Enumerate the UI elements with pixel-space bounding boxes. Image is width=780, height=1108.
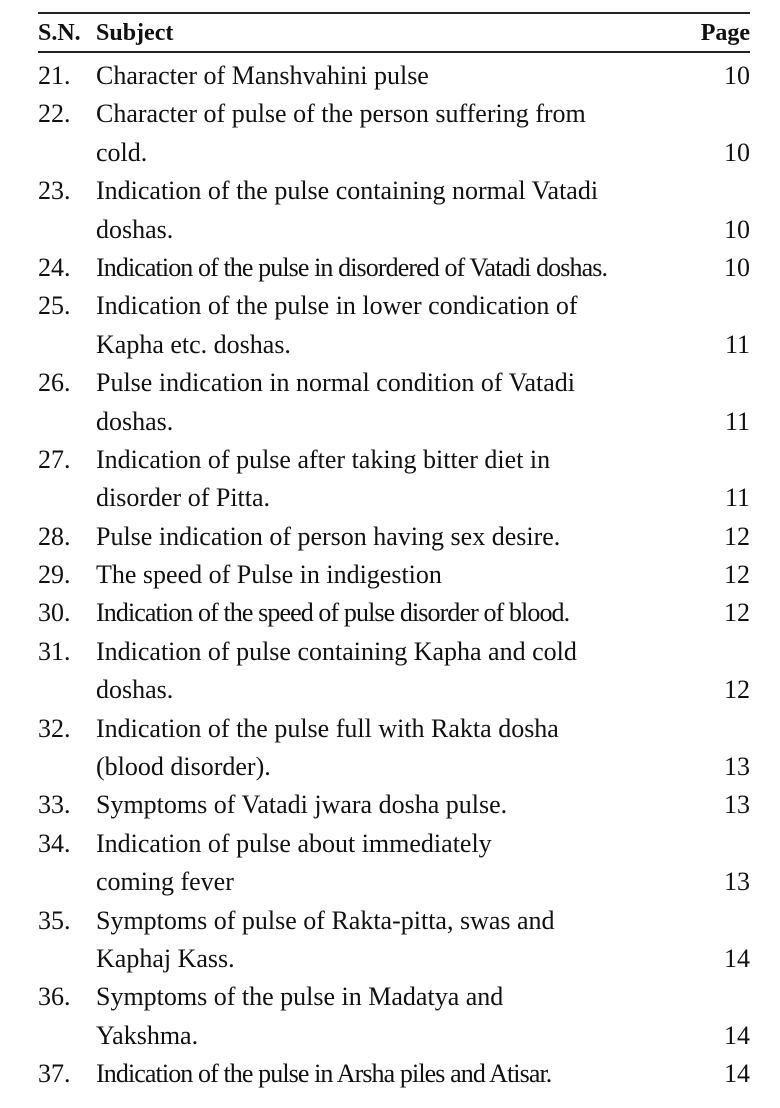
row-line [0, 671, 780, 709]
table-row [0, 518, 780, 556]
row-line [0, 364, 780, 402]
subject-text: Symptoms of Vatadi jwara dosha pulse. [96, 790, 508, 820]
table-row [0, 978, 780, 1055]
header-subject: Subject [96, 20, 174, 46]
page-number: 12 [724, 521, 750, 551]
row-line [0, 940, 780, 978]
table-row [0, 633, 780, 710]
table-row [0, 364, 780, 441]
serial-number: 22. [38, 99, 71, 129]
row-line [0, 825, 780, 863]
subject-text: Indication of pulse containing Kapha and cold [96, 636, 577, 666]
serial-number: 23. [38, 176, 71, 206]
row-line [0, 902, 780, 940]
table-row [0, 57, 780, 95]
subject-text: Indication of pulse after taking bitter diet in [96, 444, 551, 474]
subject-text: (blood disorder). [96, 752, 271, 782]
table-row [0, 825, 780, 902]
row-line [0, 633, 780, 671]
serial-number: 35. [38, 905, 71, 935]
subject-text: coming fever [96, 867, 234, 897]
contents-table [0, 57, 780, 1094]
serial-number: 28. [38, 521, 71, 551]
subject-text: Yakshma. [96, 1020, 199, 1050]
page-number: 10 [724, 61, 750, 90]
header-page: Page [700, 20, 750, 46]
page-number: 10 [724, 137, 750, 167]
subject-text: Character of pulse of the person suffering from [96, 99, 586, 129]
subject-text: doshas. [96, 675, 174, 705]
page-number: 10 [724, 214, 750, 244]
row-line [0, 134, 780, 172]
page-number: 13 [724, 867, 750, 897]
subject-text: Indication of the pulse containing normal Vatadi [96, 176, 599, 206]
subject-text: Indication of the pulse in Arsha piles and Atisar. [96, 1059, 552, 1089]
table-row [0, 172, 780, 249]
table-row [0, 594, 780, 632]
row-line [0, 287, 780, 325]
table-row [0, 786, 780, 824]
subject-text: Indication of pulse about immediately [96, 828, 492, 858]
serial-number: 21. [38, 61, 71, 90]
serial-number: 24. [38, 252, 71, 282]
table-row [0, 95, 780, 172]
header-sn: S.N. [38, 20, 81, 46]
row-line [0, 518, 780, 556]
page-number: 14 [724, 1059, 750, 1089]
row-line [0, 556, 780, 594]
row-line [0, 594, 780, 632]
subject-text: Kapha etc. doshas. [96, 329, 291, 359]
subject-text: cold. [96, 137, 148, 167]
page-number: 14 [724, 943, 750, 973]
row-line [0, 57, 780, 95]
row-line [0, 786, 780, 824]
subject-text: Symptoms of pulse of Rakta-pitta, swas and [96, 905, 555, 935]
row-line [0, 441, 780, 479]
subject-text: Symptoms of the pulse in Madatya and [96, 982, 504, 1012]
serial-number: 30. [38, 598, 71, 628]
page-number: 13 [724, 790, 750, 820]
subject-text: The speed of Pulse in indigestion [96, 560, 442, 590]
header-rule [38, 51, 750, 53]
subject-text: Indication of the pulse in disordered of Vatadi doshas. [96, 252, 608, 282]
page-number: 13 [724, 752, 750, 782]
subject-text: Character of Manshvahini pulse [96, 61, 429, 90]
subject-text: disorder of Pitta. [96, 483, 271, 513]
page-number: 14 [724, 1020, 750, 1050]
page-number: 10 [724, 252, 750, 282]
subject-text: doshas. [96, 406, 174, 436]
row-line [0, 326, 780, 364]
table-row [0, 1055, 780, 1093]
serial-number: 36. [38, 982, 71, 1012]
serial-number: 34. [38, 828, 71, 858]
serial-number: 29. [38, 560, 71, 590]
serial-number: 33. [38, 790, 71, 820]
serial-number: 32. [38, 713, 71, 743]
page-number: 12 [724, 560, 750, 590]
row-line [0, 978, 780, 1016]
subject-text: Pulse indication in normal condition of Vatadi [96, 368, 576, 398]
serial-number: 25. [38, 291, 71, 321]
serial-number: 31. [38, 636, 71, 666]
page-number: 11 [724, 329, 750, 359]
serial-number: 27. [38, 444, 71, 474]
page-number: 11 [724, 483, 750, 513]
row-line [0, 95, 780, 133]
page-number: 12 [724, 675, 750, 705]
page-number: 11 [724, 406, 750, 436]
subject-text: doshas. [96, 214, 174, 244]
row-line [0, 211, 780, 249]
row-line [0, 403, 780, 441]
table-row [0, 249, 780, 287]
subject-text: Indication of the speed of pulse disorder of blood. [96, 598, 570, 628]
table-row [0, 441, 780, 518]
table-row [0, 287, 780, 364]
subject-text: Indication of the pulse in lower condication of [96, 291, 578, 321]
row-line [0, 1055, 780, 1093]
serial-number: 26. [38, 368, 71, 398]
table-row [0, 710, 780, 787]
row-line [0, 172, 780, 210]
row-line [0, 479, 780, 517]
table-row [0, 902, 780, 979]
table-row [0, 556, 780, 594]
row-line [0, 748, 780, 786]
subject-text: Pulse indication of person having sex desire. [96, 521, 561, 551]
row-line [0, 1017, 780, 1055]
row-line [0, 710, 780, 748]
row-line [0, 863, 780, 901]
serial-number: 37. [38, 1059, 71, 1089]
row-line [0, 249, 780, 287]
subject-text: Kaphaj Kass. [96, 943, 235, 973]
subject-text: Indication of the pulse full with Rakta dosha [96, 713, 559, 743]
top-rule [38, 12, 750, 14]
page-number: 12 [724, 598, 750, 628]
